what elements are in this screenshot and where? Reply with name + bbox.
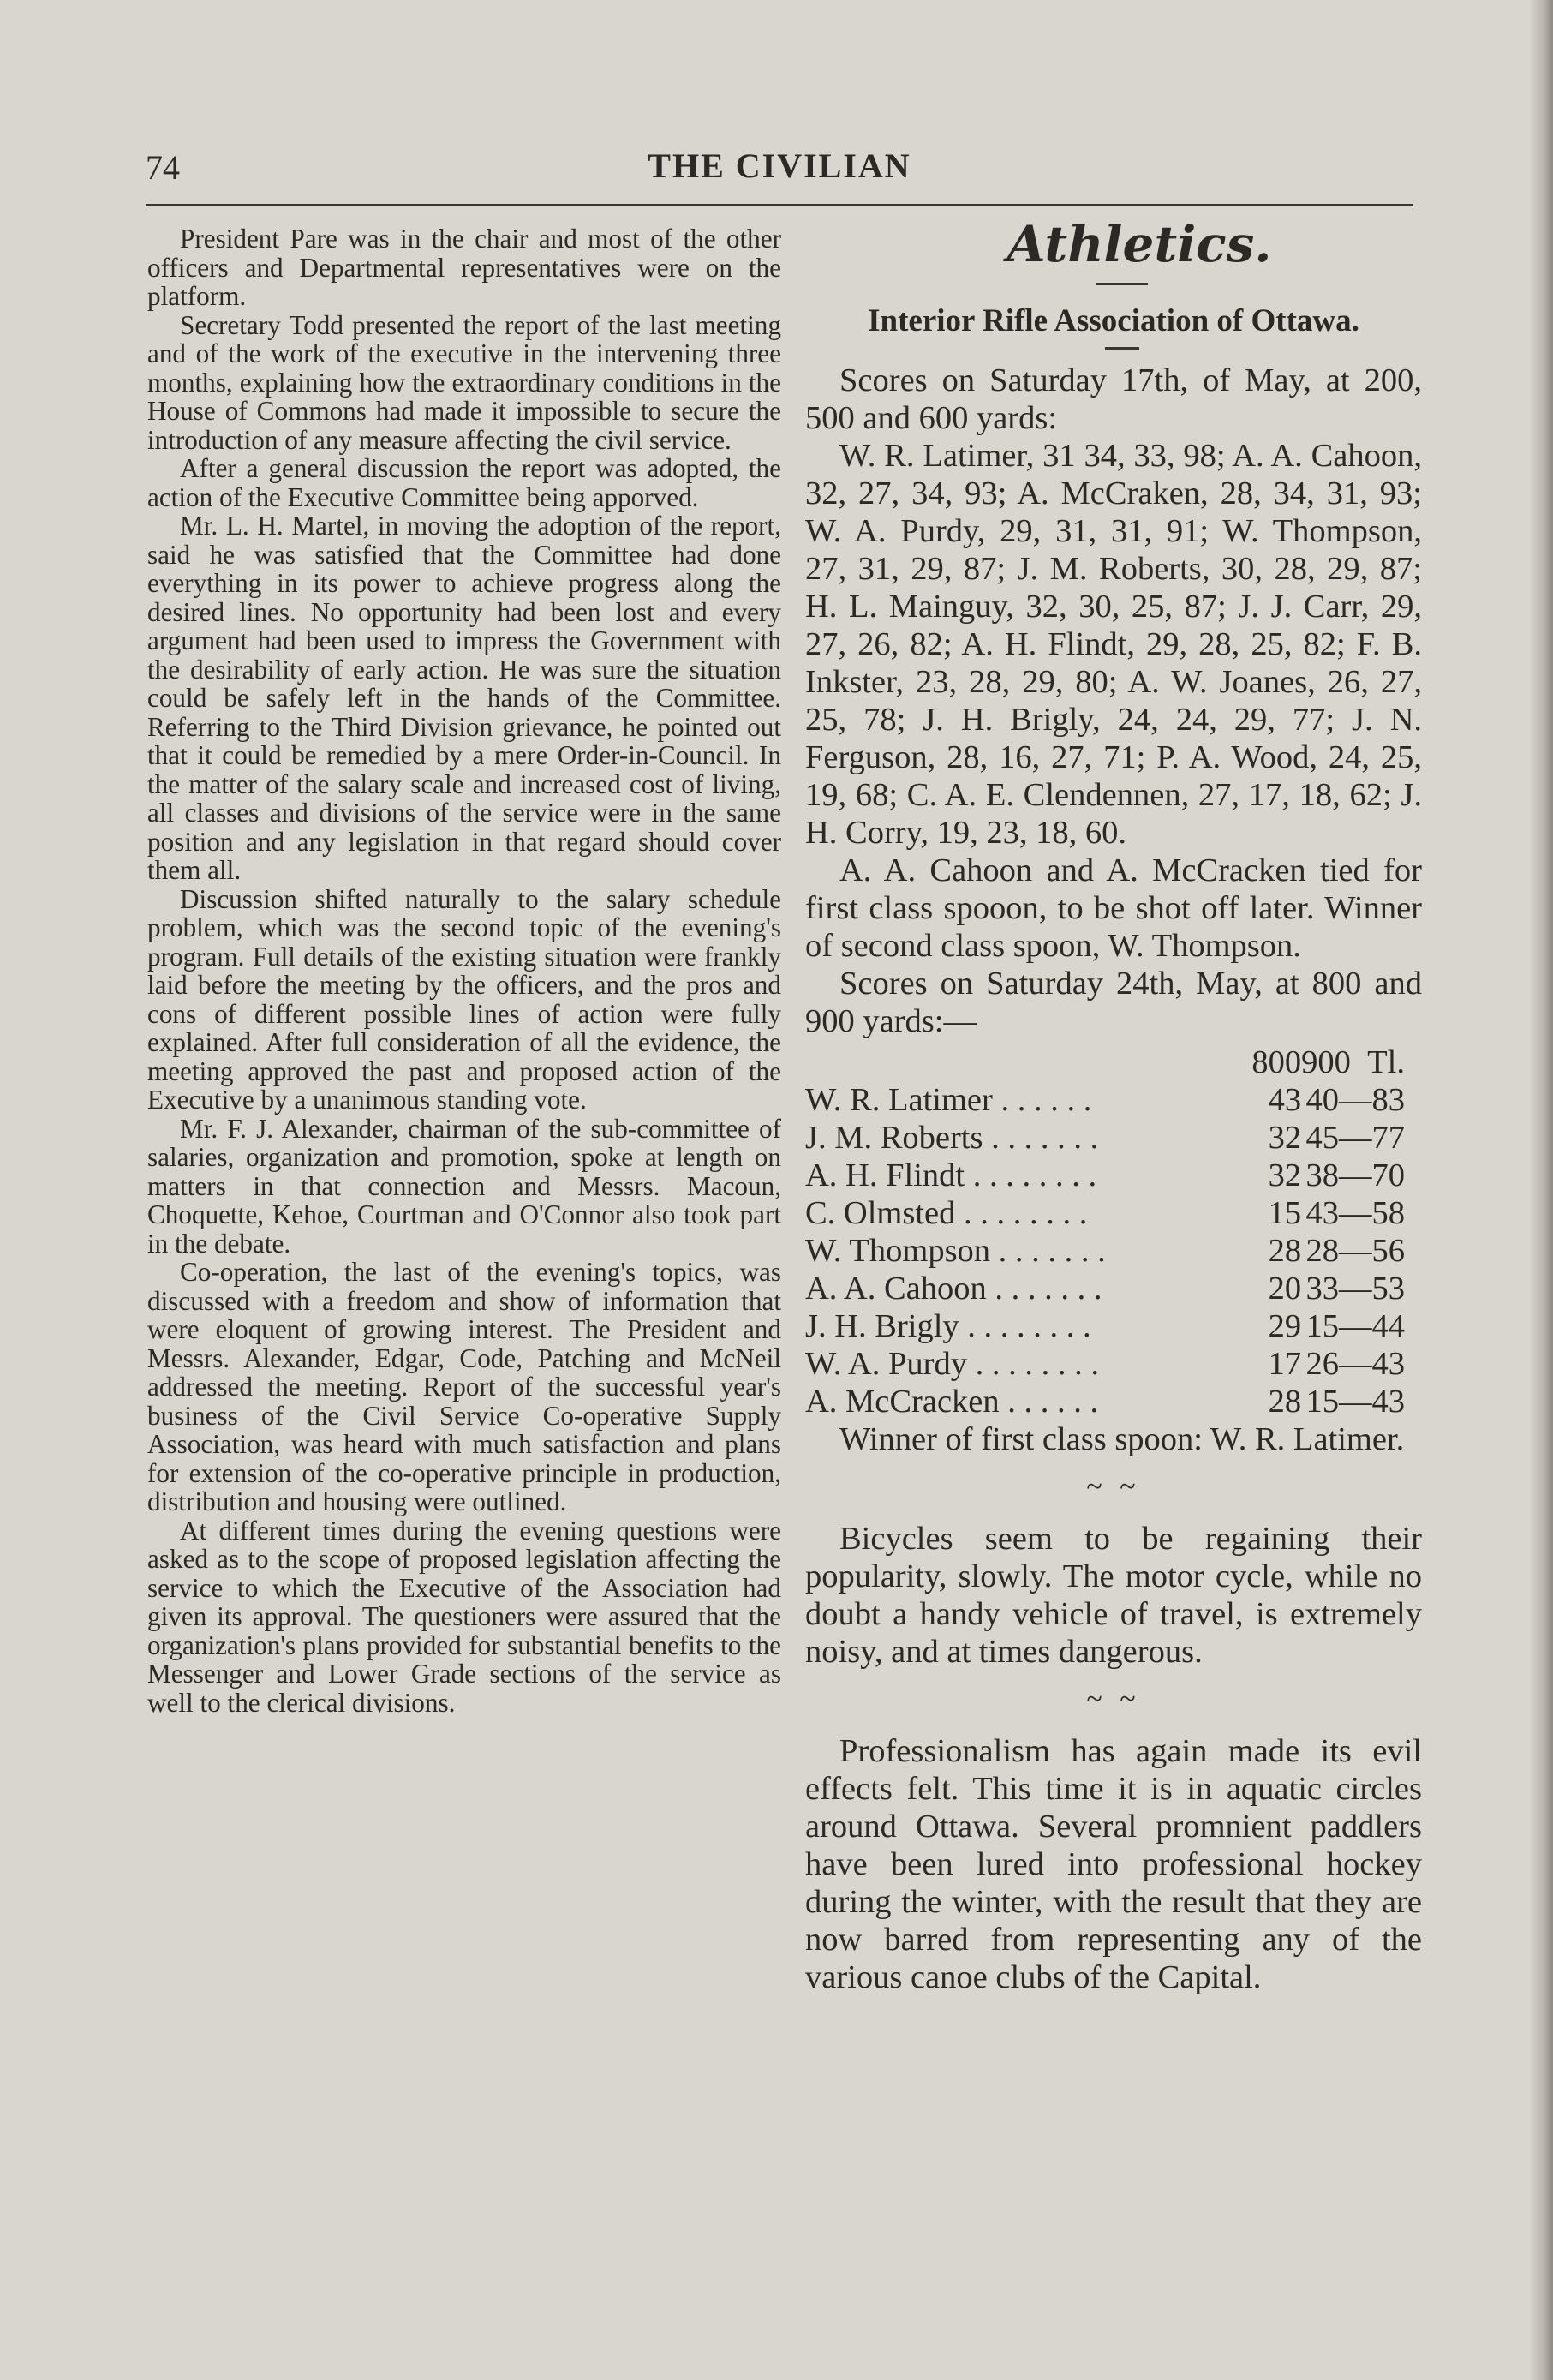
scores-list-may-17: W. R. Latimer, 31 34, 33, 98; A. A. Cahoon, 32, 27, 34, 93; A. McCraken, 28, 34, 31, 93; W. A. Purdy, 29, 31, 31, 91; W. Thompson, 27, 31, 29, 87; J. M. Roberts, 30, 28, 29, 87; H. L. Mainguy, 32, 30, 25, 87; J. J. Carr, 29, 27, 26, 82; A. H. Flindt, 29, 28, 25, 82; F. B. Inkster, 23, 28, 29, 80; A. W. Joanes, 26, 27, 25, 78; J. H. Brigly, 24, 24, 29, 77; J. N. Ferguson, 28, 16, 27, 71; P. A. Wood, 24, 25, 19, 68; C. A. E. Clendennen, 27, 17, 18, 62; J. H. Corry, 19, 23, 18, 60. bbox=[805, 438, 1422, 851]
running-title: THE CIVILIAN bbox=[648, 147, 911, 185]
table-row: W. Thompson . . . . . . . 28 28—56 bbox=[805, 1233, 1405, 1269]
header-rule bbox=[146, 204, 1413, 206]
table-row: W. A. Purdy . . . . . . . . 17 26—43 bbox=[805, 1346, 1405, 1382]
page-header bbox=[146, 137, 1413, 197]
paragraph: Mr. L. H. Martel, in moving the adoption of the report, said he was satisfied that the Committee had done everything in its power to achieve progress along the desired lines. No opportunity had been lost and every argument had been used to impress the Government with the desirability of early action. He was sure the situation could be safely left in the hands of the Committee. Referring to the Third Division grievance, he pointed out that it could be remedied by a mere Order-in-Council. In the matter of the salary scale and increased cost of living, all classes and divisions of the service were in the same position and any legislation in that regard should cover them all. bbox=[147, 511, 781, 885]
tie-note: A. A. Cahoon and A. McCracken tied for first class spooon, to be shot off later. Winner of second class spoon, W. Thompson. bbox=[805, 852, 1422, 964]
table-row: A. A. Cahoon . . . . . . . 20 33—53 bbox=[805, 1271, 1405, 1307]
table-row: J. H. Brigly . . . . . . . . 29 15—44 bbox=[805, 1308, 1405, 1344]
table-row: C. Olmsted . . . . . . . . 15 43—58 bbox=[805, 1195, 1405, 1231]
paragraph: Mr. F. J. Alexander, chairman of the sub-committee of salaries, organization and promotion, spoke at length on matters in that connection and Messrs. Macoun, Choquette, Kehoe, Courtman and O'Connor also took part in the debate. bbox=[147, 1113, 781, 1259]
paragraph: Secretary Todd presented the report of the last meeting and of the work of the executive in the intervening three months, explaining how the extraordinary conditions in the House of Commons had made it impossible to secure the introduction of any measure affecting the civil service. bbox=[147, 309, 781, 455]
divider bbox=[1096, 283, 1148, 285]
professionalism-paragraph: Professionalism has again made its evil effects felt. This time it is in aquatic circles around Ottawa. Several promnient paddlers have been lured into professional hockey during the winter, with the result that they are now barred from representing any of the various canoe clubs of the Capital. bbox=[805, 1733, 1422, 1995]
ornament-divider: ~ ~ bbox=[1086, 1471, 1141, 1503]
paragraph: President Pare was in the chair and most of the other officers and Departmental representatives were on the platform. bbox=[147, 224, 781, 311]
scores-intro-may-17: Scores on Saturday 17th, of May, at 200, 500 and 600 yards: bbox=[805, 362, 1422, 436]
right-column bbox=[805, 214, 1422, 1996]
rifle-association-heading: Interior Rifle Association of Ottawa. bbox=[868, 303, 1359, 338]
ornament-divider: ~ ~ bbox=[1086, 1683, 1141, 1715]
paragraph: Co-operation, the last of the evening's topics, was discussed with a freedom and show of information that were eloquent of growing interest. The President and Messrs. Alexander, Edgar, Code, Patching and McNeil addressed the meeting. Report of the successful year's business of the Civil Service Co-operative Supply Association, was heard with much satisfaction and plans for extension of the co-operative principle in production, distribution and housing were outlined. bbox=[147, 1257, 781, 1516]
table-row: A. McCracken . . . . . . 28 15—43 bbox=[805, 1384, 1405, 1420]
winner-note: Winner of first class spoon: W. R. Latimer. bbox=[839, 1421, 1405, 1457]
page-binding-edge bbox=[1529, 0, 1553, 2380]
table-row: A. H. Flindt . . . . . . . . 32 38—70 bbox=[805, 1157, 1405, 1193]
table-row: W. R. Latimer . . . . . . 43 40—83 bbox=[805, 1082, 1405, 1118]
column-header-800: 800 bbox=[1251, 1044, 1302, 1080]
page-number: 74 bbox=[146, 148, 180, 187]
left-column bbox=[147, 224, 781, 1717]
divider bbox=[1105, 347, 1139, 350]
paragraph: After a general discussion the report was adopted, the action of the Executive Committee being apporved. bbox=[147, 453, 781, 512]
paragraph: At different times during the evening questions were asked as to the scope of proposed legislation affecting the service to which the Executive of the Association had given its approval. The questioners were assured that the organization's plans provided for substantial benefits to the Messenger and Lower Grade sections of the service as well to the clerical divisions. bbox=[147, 1515, 781, 1718]
paragraph: Discussion shifted naturally to the salary schedule problem, which was the second topic of the evening's program. Full details of the existing situation were frankly laid before the meeting by the officers, and the pros and cons of different possible lines of action were fully explained. After full consideration of all the evidence, the meeting approved the past and proposed action of the Executive by a unanimous standing vote. bbox=[147, 883, 781, 1115]
section-title-athletics: Athletics. bbox=[1006, 215, 1272, 273]
scores-table-may-24 bbox=[805, 1043, 1405, 1420]
bicycles-paragraph: Bicycles seem to be regaining their popularity, slowly. The motor cycle, while no doubt a handy vehicle of travel, is extremely noisy, and at times dangerous. bbox=[805, 1521, 1422, 1670]
table-header-row bbox=[805, 1043, 1405, 1081]
table-row: J. M. Roberts . . . . . . . 32 45—77 bbox=[805, 1120, 1405, 1156]
scores-intro-may-24: Scores on Saturday 24th, May, at 800 and 900 yards:— bbox=[805, 966, 1422, 1039]
column-header-900-total: 900 Tl. bbox=[1301, 1044, 1405, 1080]
